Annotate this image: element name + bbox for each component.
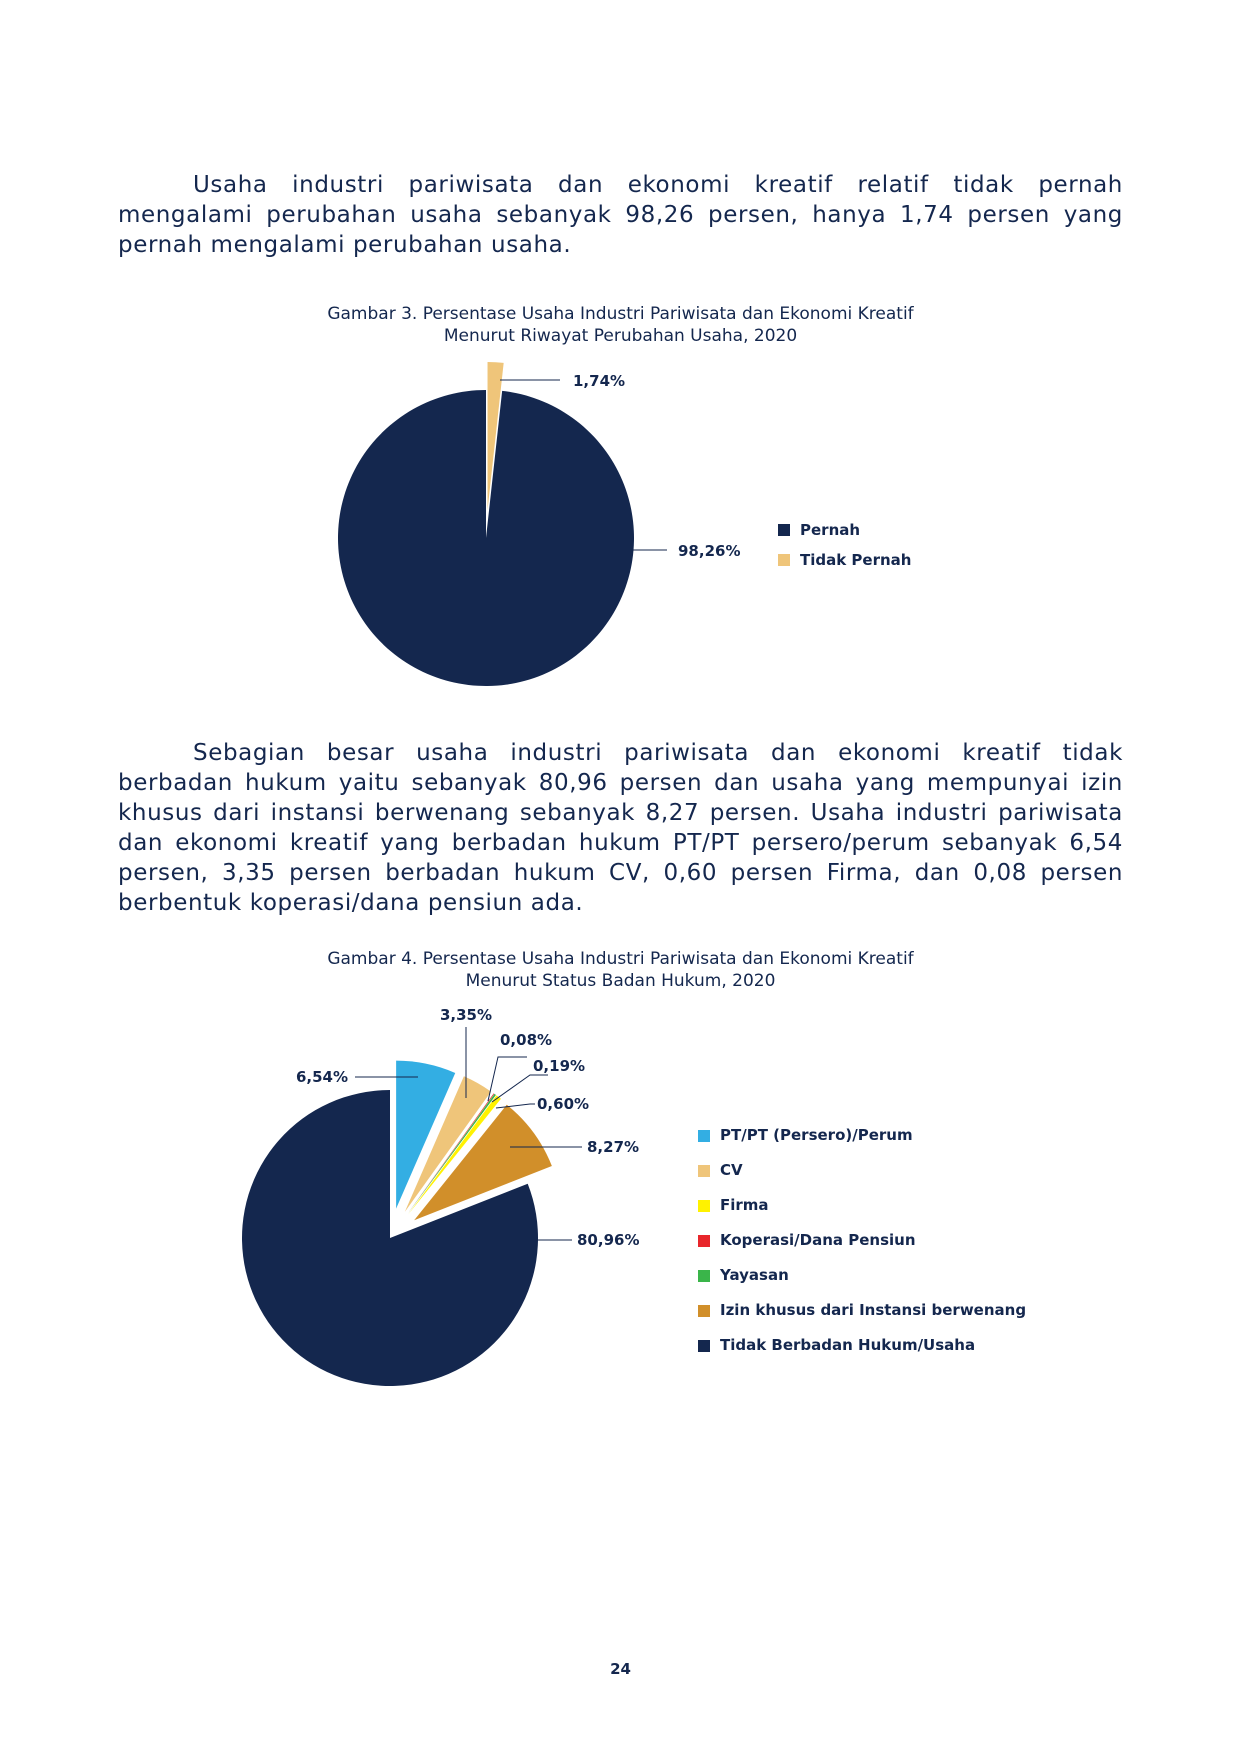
legend-label: Tidak Berbadan Hukum/Usaha bbox=[720, 1336, 976, 1354]
legend-label: PT/PT (Persero)/Perum bbox=[720, 1126, 913, 1144]
figure-4-caption-line-2: Menurut Status Badan Hukum, 2020 bbox=[465, 971, 776, 991]
legend-label: CV bbox=[720, 1161, 743, 1179]
legend-item-cv bbox=[698, 1153, 1026, 1188]
data-label-yayasan: 0,19% bbox=[533, 1057, 586, 1075]
data-label-tidak-berbadan-hukum-usaha: 80,96% bbox=[577, 1231, 640, 1249]
legend-label: Koperasi/Dana Pensiun bbox=[720, 1231, 916, 1249]
data-label-pt-pt-persero-perum: 6,54% bbox=[295, 1068, 348, 1086]
figure-3-caption-line-2: Menurut Riwayat Perubahan Usaha, 2020 bbox=[443, 326, 798, 346]
legend-swatch bbox=[698, 1270, 710, 1282]
figure-4-caption-line-1: Gambar 4. Persentase Usaha Industri Pariwisata dan Ekonomi Kreatif bbox=[327, 949, 914, 969]
data-label-cv: 3,35% bbox=[439, 1006, 493, 1024]
legend-label: Tidak Pernah bbox=[800, 551, 912, 569]
legend-label: Pernah bbox=[800, 521, 861, 539]
legend-swatch bbox=[698, 1235, 710, 1247]
legend-label: Izin khusus dari Instansi berwenang bbox=[720, 1301, 1027, 1319]
legend-item-firma bbox=[698, 1188, 1026, 1223]
legend-item-izin-khusus-dari-instansi-berwenang bbox=[698, 1293, 1026, 1328]
legend-label: Yayasan bbox=[720, 1266, 789, 1284]
legend-item-yayasan bbox=[698, 1258, 1026, 1293]
legend-swatch bbox=[698, 1340, 710, 1352]
legend-swatch bbox=[698, 1200, 710, 1212]
leader-line-koperasi-dana-pensiun bbox=[488, 1057, 527, 1101]
legend-item-tidak-berbadan-hukum-usaha bbox=[698, 1328, 1026, 1363]
legend-swatch bbox=[698, 1165, 710, 1177]
data-label-pernah: 98,26% bbox=[678, 542, 741, 560]
figure-3-caption-line-1: Gambar 3. Persentase Usaha Industri Pariwisata dan Ekonomi Kreatif bbox=[327, 304, 914, 324]
legend-item-pt-pt-persero-perum bbox=[698, 1118, 1026, 1153]
figure-4-legend bbox=[698, 1118, 1026, 1363]
legend-item-koperasi-dana-pensiun bbox=[698, 1223, 1026, 1258]
legend-swatch bbox=[698, 1130, 710, 1142]
page-number: 24 bbox=[610, 1660, 631, 1678]
data-label-tidak-pernah: 1,74% bbox=[573, 372, 626, 390]
legend-label: Firma bbox=[720, 1196, 769, 1214]
data-label-firma: 0,60% bbox=[537, 1095, 590, 1113]
data-label-izin-khusus-dari-instansi-berwenang: 8,27% bbox=[587, 1138, 640, 1156]
paragraph-2-text: Sebagian besar usaha industri pariwisata dan ekonomi kreatif tidak berbadan hukum yaitu sebanyak 80,96 persen dan usaha yang mempunyai izin khusus dari instansi berwenang sebanyak 8,27 persen. Usaha industri pariwisata dan ekonomi kreatif yang berbadan hukum PT/PT persero/perum sebanyak 6,54 persen, 3,35 persen berbadan hukum CV, 0,60 persen Firma, dan 0,08 persen berbentuk koperasi/dana pensiun ada. bbox=[118, 740, 1123, 916]
legend-swatch bbox=[698, 1305, 710, 1317]
leader-line-firma bbox=[496, 1104, 535, 1108]
data-label-koperasi-dana-pensiun: 0,08% bbox=[500, 1031, 553, 1049]
paragraph-1-text: Usaha industri pariwisata dan ekonomi kreatif relatif tidak pernah mengalami perubahan usaha sebanyak 98,26 persen, hanya 1,74 persen yang pernah mengalami perubahan usaha. bbox=[118, 172, 1123, 258]
